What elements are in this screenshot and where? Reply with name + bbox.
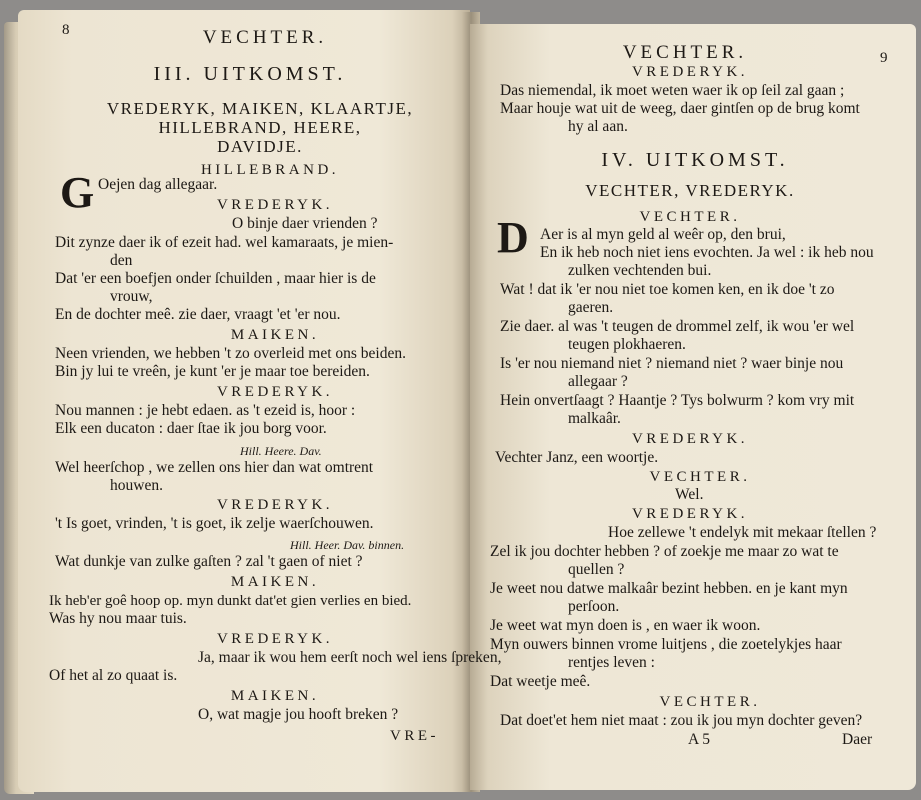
text-line: Zie daer. al was 't teugen de drommel zelf, ik wou 'er wel xyxy=(500,318,855,335)
text-line: Wel. xyxy=(675,486,704,503)
signature-mark: A 5 xyxy=(688,731,710,748)
drop-cap: D xyxy=(497,213,529,262)
speaker-heading: VREDERYK. xyxy=(216,631,334,647)
text-line: teugen plokhaeren. xyxy=(568,336,686,353)
stage-direction: Hill. Heer. Dav. binnen. xyxy=(290,538,405,552)
catchword: Daer xyxy=(842,731,873,748)
text-line: perſoon. xyxy=(568,598,620,615)
catchword: VRE- xyxy=(390,728,439,744)
text-line: Dit zynze daer ik of ezeit had. wel kamaraats, je mien- xyxy=(55,234,394,251)
text-line: Hein onvertſaagt ? Haantje ? Tys bolwurm ? kom vry mit xyxy=(500,392,855,409)
text-line: zulken vechtenden bui. xyxy=(568,262,712,279)
text-line: Was hy nou maar tuis. xyxy=(49,610,187,627)
speaker-heading: VECHTER. xyxy=(639,209,741,225)
text-line: Maar houje wat uit de weeg, daer gintſen op de brug komt xyxy=(500,100,860,117)
speaker-heading: VECHTER. xyxy=(649,469,751,485)
text-line: gaeren. xyxy=(568,299,614,316)
text-line: vrouw, xyxy=(110,288,153,305)
text-line: En ik heb noch niet iens evochten. Ja wel : ik heb nou xyxy=(540,244,874,261)
right-page-number: 9 xyxy=(880,50,888,66)
cast-line-2: HILLEBRAND, HEERE, xyxy=(158,118,362,137)
text-line: allegaar ? xyxy=(568,373,628,390)
drop-cap: G xyxy=(60,168,95,217)
text-line: Vechter Janz, een woortje. xyxy=(495,449,659,466)
text-line: Aer is al myn geld al weêr op, den brui, xyxy=(540,226,786,243)
text-line: Elk een ducaton : daer ſtae ik jou borg voor. xyxy=(55,420,327,437)
text-line: Zel ik jou dochter hebben ? of zoekje me maar zo wat te xyxy=(490,543,839,560)
text-line: Of het al zo quaat is. xyxy=(49,667,178,684)
text-line: Myn ouwers binnen vrome luitjens , die zoetelykjes haar xyxy=(490,636,842,653)
scene-cast: VECHTER, VREDERYK. xyxy=(585,181,795,200)
text-line: quellen ? xyxy=(568,561,625,578)
scene-title-iv: IV. UITKOMST. xyxy=(601,149,789,171)
speaker-heading: VREDERYK. xyxy=(216,497,334,513)
text-line: Hoe zellewe 't endelyk mit mekaar ſtellen ? xyxy=(608,524,877,541)
speaker-heading: VREDERYK. xyxy=(631,506,749,522)
text-line: hy al aan. xyxy=(568,118,628,135)
text-line: houwen. xyxy=(110,477,163,494)
scene-title-iii: III. UITKOMST. xyxy=(153,63,347,85)
right-running-head: VECHTER. xyxy=(622,42,748,63)
text-line: Wel heerſchop , we zellen ons hier dan wat omtrent xyxy=(55,459,374,476)
left-page-number: 8 xyxy=(62,22,70,38)
text-line: Wat dunkje van zulke gaſten ? zal 't gaen of niet ? xyxy=(55,553,363,570)
text-line: Nou mannen : je hebt edaen. as 't ezeid is, hoor : xyxy=(55,402,356,419)
speaker-heading: MAIKEN. xyxy=(230,574,320,590)
speaker-heading: VREDERYK. xyxy=(216,197,334,213)
left-running-head: VECHTER. xyxy=(202,27,328,48)
speaker-heading: VREDERYK. xyxy=(631,431,749,447)
speaker-heading: HILLEBRAND. xyxy=(200,162,340,178)
stage-direction: Hill. Heere. Dav. xyxy=(240,444,322,458)
text-line: Bin jy lui te vreên, je kunt 'er je maar toe bereiden. xyxy=(55,363,370,380)
speaker-heading: VECHTER. xyxy=(659,694,761,710)
text-line: Ik heb'er goê hoop op. myn dunkt dat'et gien verlies en bied. xyxy=(49,593,412,609)
text-line: Je weet nou datwe malkaâr bezint hebben. en je kant myn xyxy=(490,580,848,597)
speaker-heading: MAIKEN. xyxy=(230,688,320,704)
cast-line-3: DAVIDJE. xyxy=(217,137,303,156)
text-line: Oejen dag allegaar. xyxy=(98,176,218,193)
text-line: Je weet wat myn doen is , en waer ik woon. xyxy=(490,617,761,634)
text-line: En de dochter meê. zie daer, vraagt 'et 'er nou. xyxy=(55,306,341,323)
text-line: Neen vrienden, we hebben 't zo overleid met ons beiden. xyxy=(55,345,406,362)
speaker-heading: VREDERYK. xyxy=(216,384,334,400)
text-line: Dat 'er een boefjen onder ſchuilden , maar hier is de xyxy=(55,270,376,287)
text-line: den xyxy=(110,252,133,269)
text-line: Is 'er nou niemand niet ? niemand niet ? waer binje nou xyxy=(500,355,844,372)
text-line: Dat weetje meê. xyxy=(490,673,591,690)
text-line: O binje daer vrienden ? xyxy=(232,215,378,232)
text-line: O, wat magje jou hooft breken ? xyxy=(198,706,399,723)
text-line: 't Is goet, vrinden, 't is goet, ik zelje waerſchouwen. xyxy=(55,515,374,532)
text-line: Dat doet'et hem niet maat : zou ik jou myn dochter geven? xyxy=(500,712,863,729)
text-line: rentjes leven : xyxy=(568,654,655,671)
speaker-heading: VREDERYK. xyxy=(631,64,749,80)
speaker-heading: MAIKEN. xyxy=(230,327,320,343)
text-line: malkaâr. xyxy=(568,410,621,427)
text-line: Das niemendal, ik moet weten waer ik op ſeil zal gaan ; xyxy=(500,82,845,99)
cast-line-1: VREDERYK, MAIKEN, KLAARTJE, xyxy=(106,99,414,118)
text-line: Wat ! dat ik 'er nou niet toe komen ken, en ik doe 't zo xyxy=(500,281,835,298)
text-line: Ja, maar ik wou hem eerſt noch wel iens ſpreken, xyxy=(198,649,502,666)
